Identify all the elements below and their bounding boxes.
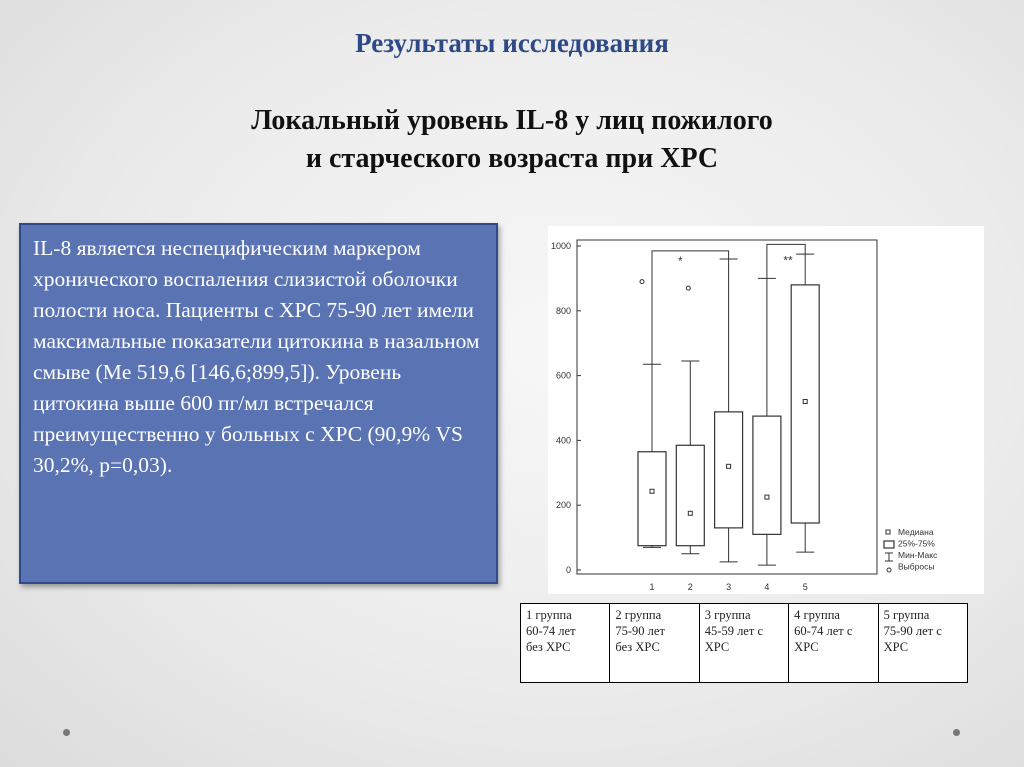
boxplot-svg (548, 226, 984, 594)
box-2 (676, 445, 704, 545)
slide-subtitle (100, 102, 924, 178)
box-4 (753, 416, 781, 534)
nav-dot-left[interactable] (63, 729, 70, 736)
groups-row (521, 604, 968, 683)
x-tick-label-5: 5 (802, 582, 808, 592)
box-1 (638, 452, 666, 546)
annotation-double-star: ** (783, 253, 793, 268)
outlier-1-0 (640, 280, 644, 284)
y-tick-label-600: 600 (555, 370, 571, 381)
box-3 (715, 412, 743, 528)
groups-table (520, 603, 968, 683)
annotation-star: * (677, 253, 683, 268)
group-cell-5: 5 группа 75-90 лет с ХРС (878, 604, 967, 683)
legend-outlier-marker (887, 568, 891, 572)
outlier-2-0 (686, 286, 690, 290)
group-cell-2: 2 группа 75-90 лет без ХРС (610, 604, 699, 683)
slide-title: Результаты исследования (355, 28, 669, 58)
legend-label-1: Медиана (898, 527, 934, 537)
y-tick-label-400: 400 (555, 435, 571, 446)
group-cell-3: 3 группа 45-59 лет с ХРС (699, 604, 788, 683)
x-tick-label-1: 1 (649, 582, 655, 592)
x-tick-label-3: 3 (726, 582, 732, 592)
subtitle-line-2: и старческого возраста при ХРС (305, 143, 719, 174)
legend-label-2: 25%-75% (898, 538, 935, 549)
info-text-box (19, 223, 498, 584)
nav-dot-right[interactable] (953, 729, 960, 736)
boxplot-chart (548, 226, 984, 594)
legend-label-3: Мин-Макс (898, 550, 938, 560)
y-tick-label-200: 200 (555, 500, 571, 511)
x-tick-label-2: 2 (687, 582, 693, 592)
significance-bracket-1 (652, 251, 729, 364)
legend-median-marker (886, 530, 890, 534)
legend-box-marker (884, 541, 894, 548)
y-tick-label-800: 800 (555, 305, 571, 316)
y-tick-label-1000: 1000 (550, 241, 571, 251)
info-text: IL-8 является неспецифическим маркером хронического воспаления слизистой оболочки полости носа. Пациенты с ХРС 75-90 лет имели максимальные показатели цитокина в назальном смыве (Me 519,6 [146,6;899,5]). Уровень цитокина выше 600 пг/мл встречался преимущественно у больных с ХРС (90,9% VS 30,2%, p=0,03). (33, 236, 480, 477)
legend-label-4: Выбросы (898, 561, 935, 572)
subtitle-line-1: Локальный уровень IL-8 у лиц пожилого (251, 105, 773, 136)
group-cell-1: 1 группа 60-74 лет без ХРС (521, 604, 610, 683)
y-tick-label-0: 0 (565, 565, 571, 575)
x-tick-label-4: 4 (764, 582, 770, 592)
group-cell-4: 4 группа 60-74 лет с ХРС (789, 604, 878, 683)
